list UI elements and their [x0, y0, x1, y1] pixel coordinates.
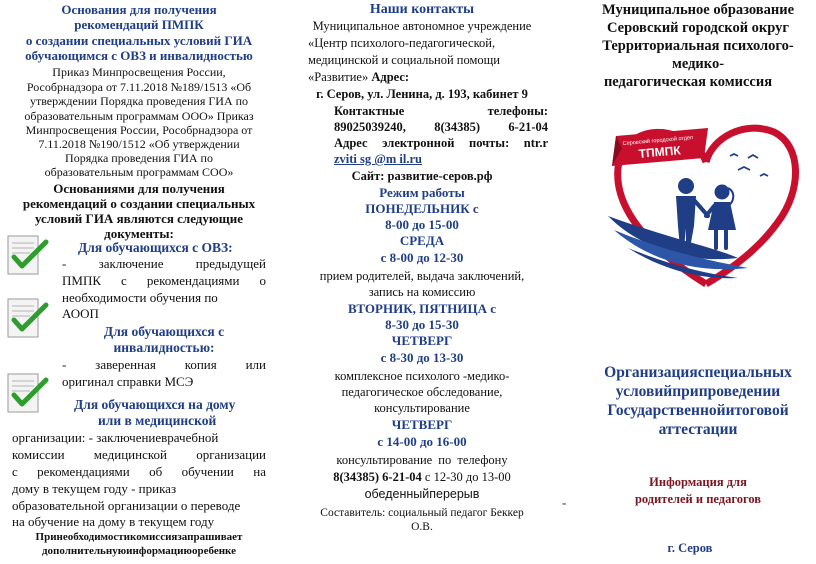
inv-title-line: инвалидностью: — [113, 340, 215, 355]
wed-time: с 8-00 до 12-30 — [380, 250, 464, 265]
cover-title-line: Серовский городской округ — [606, 20, 789, 36]
ovz-text-line: необходимости обучения по — [62, 290, 218, 305]
mon-day: ПОНЕДЕЛЬНИК с — [365, 201, 479, 216]
org-short-name: «Развитие» — [308, 70, 369, 84]
org-line: Муниципальное автономное учреждение — [312, 19, 532, 33]
home-text-line: на обучение на дому в текущем году — [12, 514, 215, 529]
schedule-title: Режим работы — [379, 185, 465, 200]
org-line: «Центр психолого-педагогической, — [308, 36, 496, 50]
phones-line: Контактные телефоны: — [334, 104, 548, 118]
phones-line: 89025039240, 8(34385) 6-21-04 — [334, 120, 548, 134]
logo-banner-small-text: Серовский городской отдел — [622, 134, 694, 148]
home-text-line: с рекомендациями об обучении на — [12, 464, 266, 479]
wed-note-line: прием родителей, выдача заключений, — [319, 269, 525, 283]
grounds-line: документы: — [104, 226, 174, 241]
consult-line: консультирование по телефону — [336, 453, 508, 467]
contacts-title: Наши контакты — [369, 2, 475, 17]
home-title-line: или в медицинской — [98, 413, 217, 428]
thu-note-line: комплексное психолого -медико- — [334, 369, 510, 383]
inv-text-line: - заверенная копия или — [62, 357, 266, 372]
inv-title-line: Для обучающихся с — [103, 324, 225, 339]
main-title-line: Государственнойитоговой — [607, 402, 789, 419]
dash-mark: - — [562, 495, 567, 510]
ovz-text-line: - заключение предыдущей — [62, 256, 266, 271]
cover-title-line: медико- — [671, 56, 725, 72]
thu-note-line: педагогическое обследование, — [341, 385, 503, 399]
heading-line: рекомендаций ПМПК — [74, 17, 204, 32]
home-title-line: Для обучающихся на дому — [74, 397, 236, 412]
tpmpk-heart-logo — [588, 98, 810, 294]
site-line: Сайт: развитие-серов.рф — [351, 169, 493, 183]
cover-title-line: педагогическая комиссия — [603, 74, 773, 90]
home-text-line: организации: - заключениеврачебной — [12, 430, 219, 445]
ovz-text-line: ПМПК с рекомендациями о — [62, 273, 266, 288]
email-link[interactable]: zviti sg @m il.ru — [334, 152, 423, 166]
order-line: Порядка проведения ГИА по — [65, 151, 213, 165]
left-column — [0, 0, 272, 564]
thu2-day: ЧЕТВЕРГ — [391, 417, 453, 432]
grounds-line: рекомендаций о создании специальных — [22, 196, 256, 211]
order-line: 7.11.2018 №190/1512 «Об утверждении — [38, 137, 240, 151]
home-text-line: комиссии медицинской организации — [12, 447, 266, 462]
consult-time: с 12-30 до 13-00 — [424, 470, 511, 484]
heading-line: о создании специальных условий ГИА — [25, 33, 253, 48]
main-title-line: условийприпроведении — [615, 383, 781, 400]
author-line: Составитель: социальный педагог Беккер — [320, 507, 524, 519]
org-line: медицинской и социальной помощи — [308, 53, 500, 67]
order-line: утверждении Порядка проведения ГИА по — [29, 94, 249, 108]
address-label: Адрес: — [371, 70, 410, 84]
order-line: Рособрнадзора от 7.11.2018 №189/1513 «Об — [26, 80, 252, 94]
consult-phone: 8(34385) 6-21-04 — [333, 470, 422, 484]
footer-line: дополнительнуюинформациюоребенке — [41, 545, 236, 557]
main-title-line: Организацияспециальных — [604, 364, 792, 381]
author-line: О.В. — [411, 521, 433, 533]
middle-column — [296, 0, 548, 564]
heading-line: обучающимся с ОВЗ и инвалидностью — [25, 48, 253, 63]
tue-day: ВТОРНИК, ПЯТНИЦА с — [347, 301, 497, 316]
info-line: родителей и педагогов — [634, 492, 762, 506]
order-line: Приказ Минпросвещения России, — [52, 65, 226, 79]
thu-note-line: консультирование — [374, 401, 470, 415]
order-line: образовательным программам СОО» — [44, 165, 234, 179]
order-line: образовательным программам ООО» Приказ — [24, 109, 254, 123]
checkmark-document-icon — [4, 296, 50, 340]
tue-time: 8-30 до 15-30 — [385, 317, 459, 332]
info-line: Информация для — [649, 475, 747, 489]
wed-day: СРЕДА — [399, 233, 445, 248]
heading-line: Основания для получения — [61, 2, 217, 17]
thu-time: с 8-30 до 13-30 — [380, 350, 464, 365]
thu2-time: с 14-00 до 16-00 — [377, 434, 467, 449]
thu-day: ЧЕТВЕРГ — [391, 333, 453, 348]
wed-note-line: запись на комиссию — [368, 285, 476, 299]
footer-line: Принеобходимостикомиссиязапрашивает — [35, 531, 243, 543]
address-line: г. Серов, ул. Ленина, д. 193, кабинет 9 — [316, 87, 528, 101]
mon-time: 8-00 до 15-00 — [385, 217, 459, 232]
cover-title-line: Муниципальное образование — [601, 2, 795, 18]
inv-text-line: оригинал справки МСЭ — [62, 374, 194, 389]
home-text-line: образовательной организации о переводе — [12, 498, 241, 513]
ovz-text-line: АООП — [62, 306, 99, 321]
checkmark-document-icon — [4, 371, 50, 415]
grounds-line: Основаниями для получения — [53, 181, 225, 196]
cover-title-line: Территориальная психолого- — [602, 38, 794, 54]
ovz-title: Для обучающихся с ОВЗ: — [78, 240, 233, 255]
right-column — [562, 0, 816, 564]
org-line-last — [308, 69, 548, 86]
email-line: Адрес электронной почты: ntr.r — [334, 136, 548, 150]
city-line: г. Серов — [667, 541, 713, 555]
checkmark-document-icon — [4, 233, 50, 277]
grounds-line: условий ГИА являются следующие — [34, 211, 244, 226]
lunch-line: обеденныйперерыв — [364, 487, 480, 501]
consult-phone-line — [296, 469, 548, 486]
logo-banner-text: ТПМПК — [638, 143, 682, 161]
home-text-line: дому в текущем году - приказ — [12, 481, 177, 496]
order-line: Минпросвещения России, Рособрнадзора от — [25, 123, 253, 137]
main-title-line: аттестации — [658, 421, 738, 438]
